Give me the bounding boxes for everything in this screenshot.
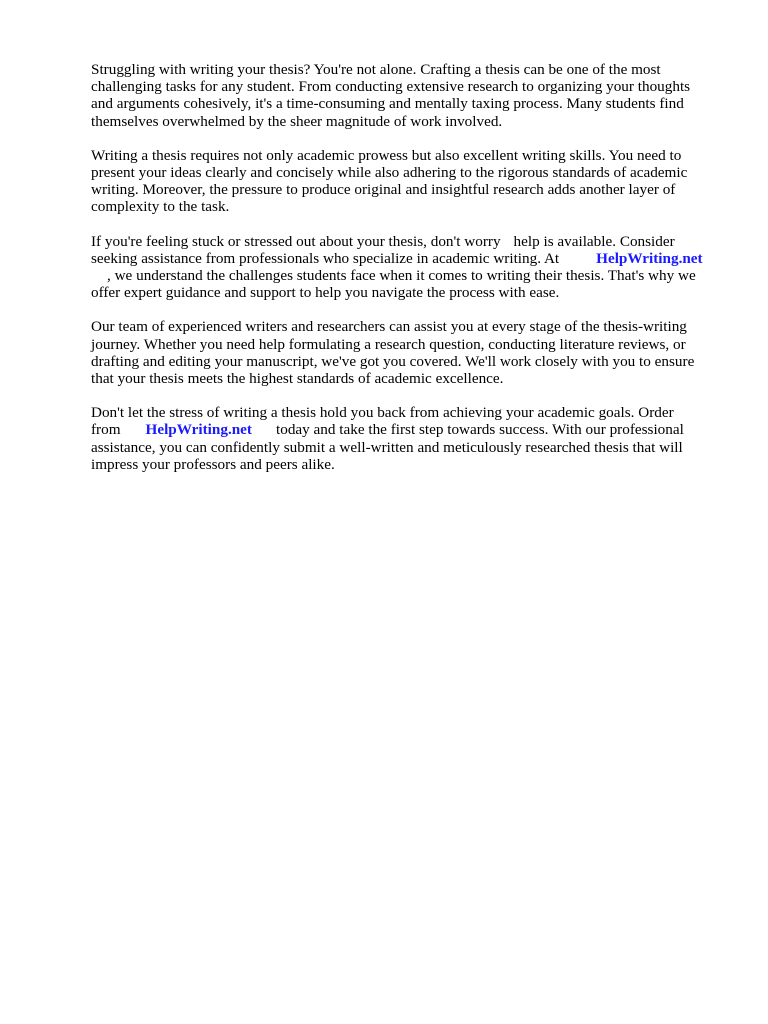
helpwriting-link[interactable]: HelpWriting.net — [145, 421, 252, 439]
text-line — [91, 421, 721, 438]
text-line — [91, 267, 721, 284]
document-body — [91, 61, 721, 490]
paragraph-team — [91, 318, 721, 387]
text-line: offer expert guidance and support to help you navigate the process with ease. — [91, 284, 560, 302]
text-segment: seeking assistance from professionals who specialize in academic writing. At — [91, 249, 560, 267]
text-line: journey. Whether you need help formulating a research question, conducting literature reviews, or — [91, 335, 686, 353]
text-line: Struggling with writing your thesis? You're not alone. Crafting a thesis can be one of the most — [91, 61, 661, 78]
text-line: Don't let the stress of writing a thesis hold you back from achieving your academic goals. Order — [91, 404, 674, 422]
text-line: and arguments cohesively, it's a time-consuming and mentally taxing process. Many students find — [91, 95, 684, 113]
text-line: Our team of experienced writers and researchers can assist you at every stage of the thesis-writing — [91, 318, 687, 336]
text-line: drafting and editing your manuscript, we've got you covered. We'll work closely with you to ensure — [91, 352, 695, 370]
text-segment: If you're feeling stuck or stressed out about your thesis, don't worry — [91, 232, 501, 250]
paragraph-order — [91, 404, 721, 473]
text-segment: , we understand the challenges students face when it comes to writing their thesis. That's why we — [107, 267, 696, 285]
text-line: writing. Moreover, the pressure to produce original and insightful research adds another layer of — [91, 181, 676, 199]
paragraph-intro — [91, 61, 721, 130]
paragraph-help — [91, 233, 721, 302]
text-line: assistance, you can confidently submit a well-written and meticulously researched thesis that will — [91, 438, 683, 456]
helpwriting-link[interactable]: HelpWriting.net — [596, 249, 703, 267]
text-line: complexity to the task. — [91, 198, 230, 216]
text-line: challenging tasks for any student. From conducting extensive research to organizing your thoughts — [91, 78, 691, 96]
text-segment: from — [91, 421, 121, 439]
text-line: themselves overwhelmed by the sheer magnitude of work involved. — [91, 112, 503, 130]
text-line — [91, 250, 721, 267]
text-line: that your thesis meets the highest standards of academic excellence. — [91, 370, 504, 388]
text-line: impress your professors and peers alike. — [91, 455, 335, 473]
paragraph-skills — [91, 147, 721, 216]
text-line: present your ideas clearly and concisely while also adhering to the rigorous standards of academic — [91, 164, 688, 182]
text-segment: today and take the first step towards success. With our professional — [276, 421, 684, 439]
text-line: Writing a thesis requires not only academic prowess but also excellent writing skills. You need to — [91, 146, 682, 164]
text-line — [91, 233, 721, 250]
text-segment: help is available. Consider — [513, 232, 675, 250]
